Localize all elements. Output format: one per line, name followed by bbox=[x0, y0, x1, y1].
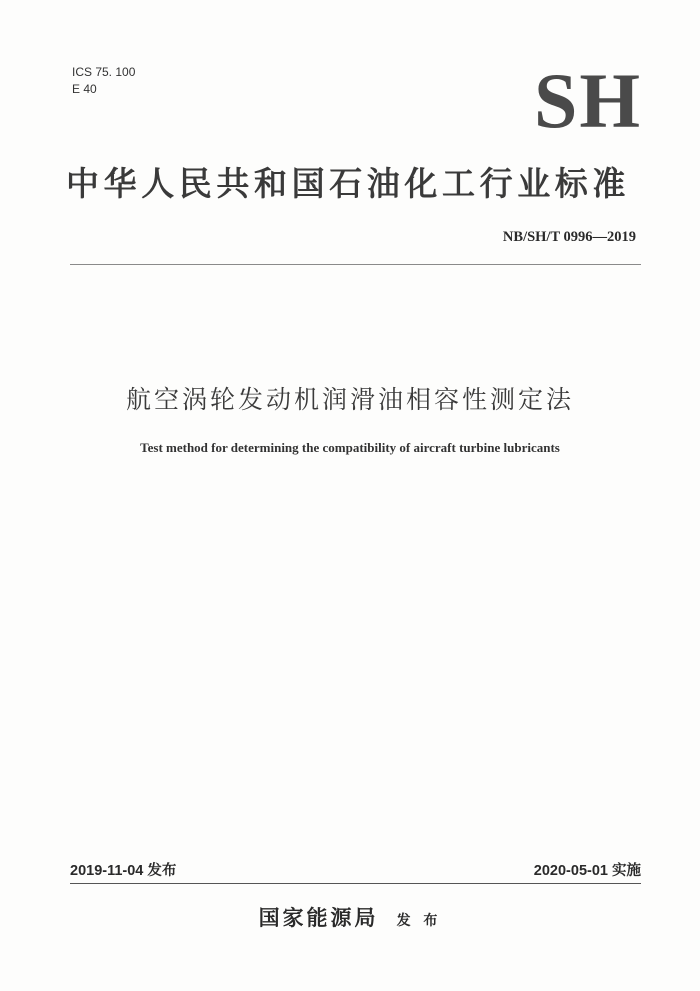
top-divider bbox=[70, 264, 641, 265]
implementation-date: 2020-05-01 实施 bbox=[533, 863, 641, 879]
classification-codes bbox=[72, 64, 135, 98]
issue-date: 2019-11-04 发布 bbox=[70, 863, 177, 879]
org-title: 中华人民共和国石油化工行业标准 bbox=[66, 164, 630, 203]
publisher bbox=[0, 902, 700, 932]
bottom-divider bbox=[70, 883, 641, 884]
ccs-code: E 40 bbox=[72, 82, 97, 96]
ics-code: ICS 75. 100 bbox=[72, 65, 136, 79]
title-english: Test method for determining the compatibility of aircraft turbine lubricants bbox=[140, 440, 560, 455]
sh-logo: SH bbox=[533, 57, 642, 144]
publisher-name: 国家能源局 bbox=[258, 906, 379, 930]
title-chinese: 航空涡轮发动机润滑油相容性测定法 bbox=[125, 385, 574, 414]
publisher-action: 发 布 bbox=[396, 913, 442, 929]
standard-number: NB/SH/T 0996—2019 bbox=[502, 229, 636, 245]
